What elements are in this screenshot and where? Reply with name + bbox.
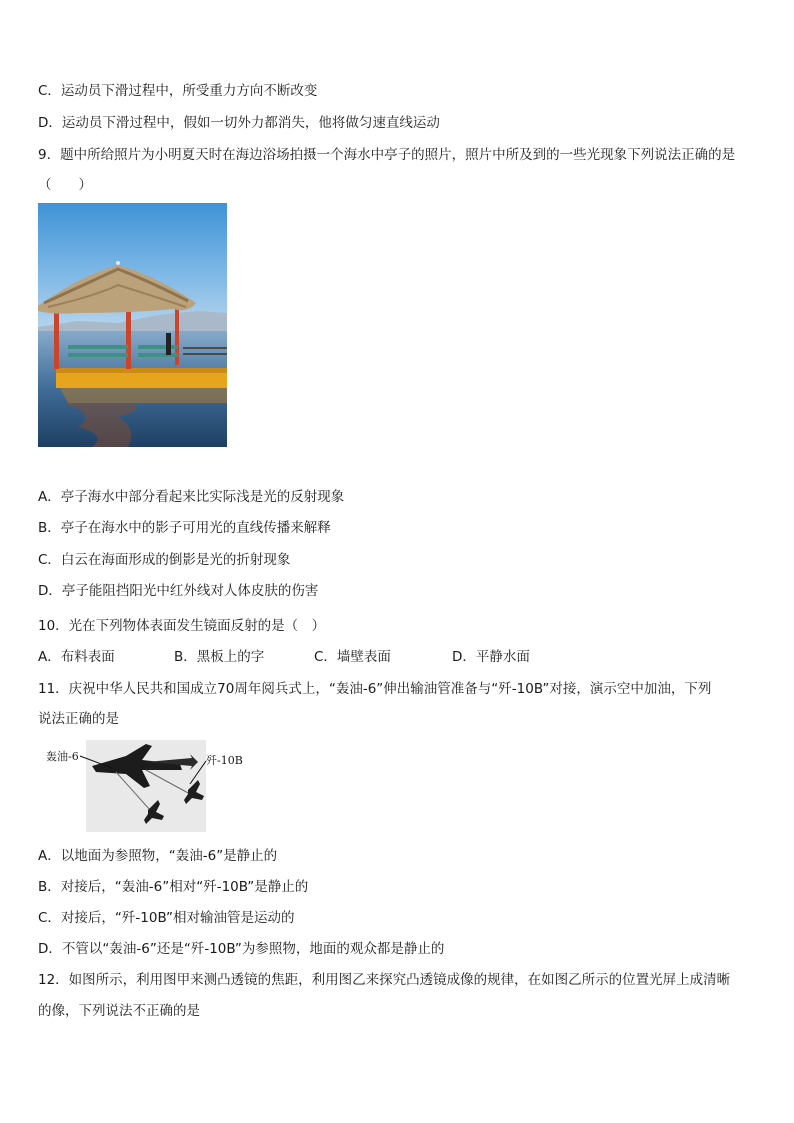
pavilion-photo [38, 203, 227, 447]
q8-option-c: C．运动员下滑过程中，所受重力方向不断改变 [38, 83, 318, 99]
q10-option-c: C．墙壁表面 [314, 649, 391, 665]
q10-option-a: A．布料表面 [38, 649, 115, 665]
label-fighter: 歼-10B [206, 754, 243, 767]
q9-option-b: B．亭子在海水中的影子可用光的直线传播来解释 [38, 520, 331, 536]
pavilion-photo-drawing [38, 203, 227, 447]
q10-options [38, 648, 598, 666]
q12-stem: 12．如图所示，利用图甲来测凸透镜的焦距，利用图乙来探究凸透镜成像的规律，在如图乙所示的位置光屏上成清晰 [38, 972, 731, 988]
q9-stem: 9．题中所给照片为小明夏天时在海边浴场拍摄一个海水中亭子的照片，照片中所及到的一些光现象下列说法正确的是 [38, 147, 736, 163]
q10-option-b: B．黑板上的字 [174, 649, 265, 665]
q11-option-c: C．对接后，“歼-10B”相对输油管是运动的 [38, 910, 295, 926]
q11-option-d: D．不管以“轰油-6”还是“歼-10B”为参照物，地面的观众都是静止的 [38, 941, 445, 957]
q9-option-a: A．亭子海水中部分看起来比实际浅是光的反射现象 [38, 489, 345, 505]
q10-stem: 10．光在下列物体表面发生镜面反射的是（ ） [38, 618, 326, 634]
q11-option-a: A．以地面为参照物，“轰油-6”是静止的 [38, 848, 278, 864]
q9-option-c: C．白云在海面形成的倒影是光的折射现象 [38, 552, 291, 568]
q10-option-d: D．平静水面 [452, 649, 530, 665]
refueling-figure [40, 740, 250, 832]
q11-stem: 11．庆祝中华人民共和国成立70周年阅兵式上，“轰油-6”伸出输油管准备与“歼-10B”对接，演示空中加油，下列 [38, 681, 712, 697]
q11-stem-cont: 说法正确的是 [38, 711, 119, 727]
q9-stem-bracket: （ ） [38, 177, 92, 193]
q12-stem-cont: 的像，下列说法不正确的是 [38, 1003, 200, 1019]
q9-option-d: D．亭子能阻挡阳光中红外线对人体皮肤的伤害 [38, 583, 319, 599]
label-tanker: 轰油-6 [46, 750, 79, 763]
q11-option-b: B．对接后，“轰油-6”相对“歼-10B”是静止的 [38, 879, 309, 895]
q8-option-d: D．运动员下滑过程中，假如一切外力都消失，他将做匀速直线运动 [38, 115, 440, 131]
